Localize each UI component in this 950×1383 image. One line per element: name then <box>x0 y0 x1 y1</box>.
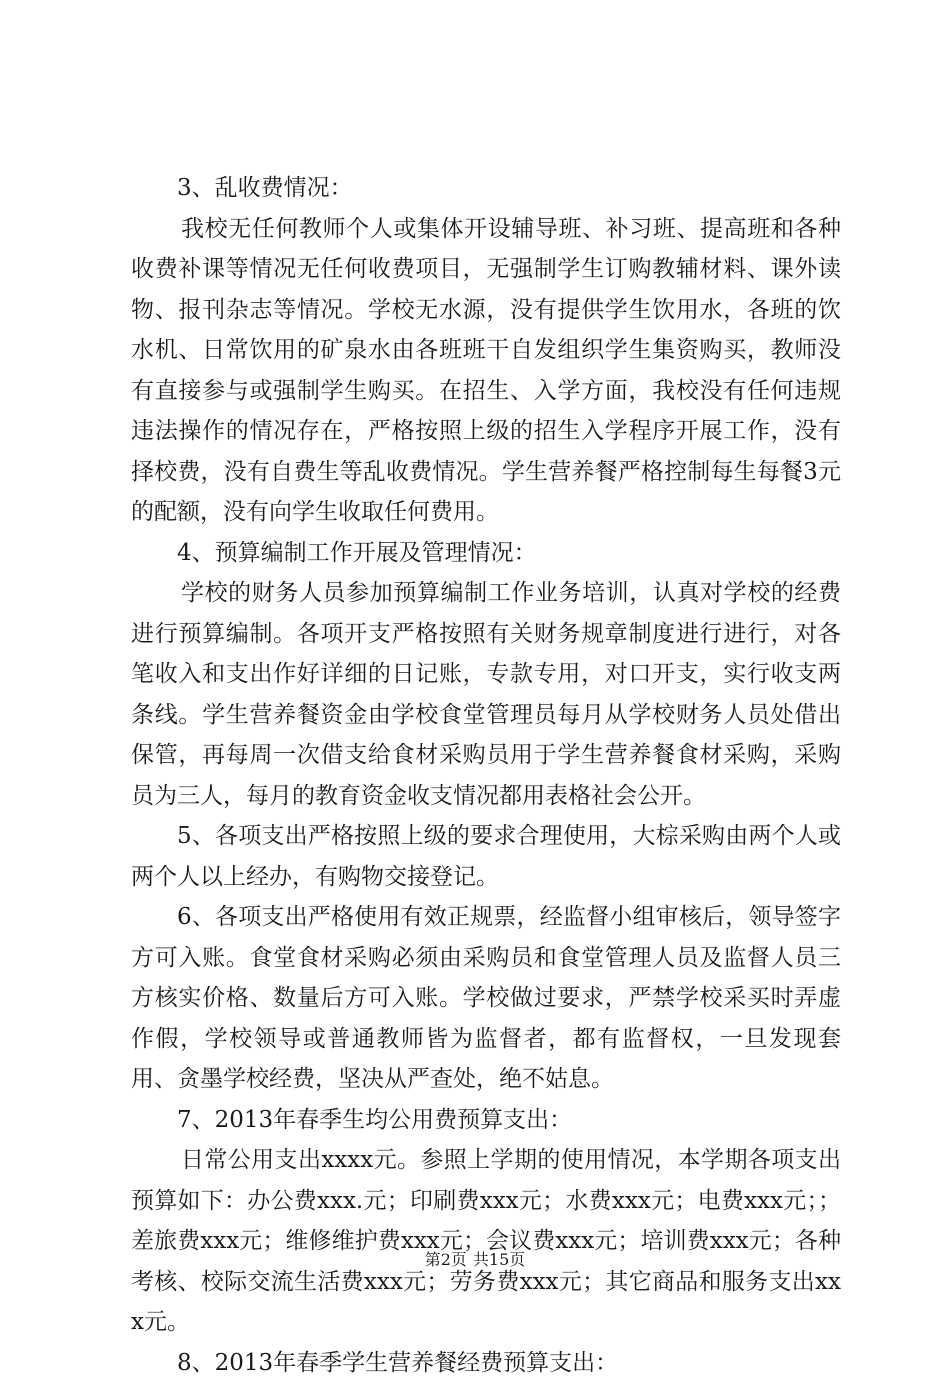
section-item-6: 6、各项支出严格使用有效正规票，经监督小组审核后，领导签字方可入账。食堂食材采购必须由采购员和食堂管理人员及监督人员三方核实价格、数量后方可入账。学校做过要求，严禁学校采买时弄虚作假，学校领导或普通教师皆为监督者，都有监督权，一旦发现套用、贪墨学校经费，坚决从严查处，绝不姑息。 <box>131 897 841 1100</box>
section-heading-3: 3、乱收费情况： <box>131 168 841 209</box>
paragraph-fees: 我校无任何教师个人或集体开设辅导班、补习班、提高班和各种收费补课等情况无任何收费项目，无强制学生订购教辅材料、课外读物、报刊杂志等情况。学校无水源，没有提供学生饮用水，各班的饮水机、日常饮用的矿泉水由各班班干自发组织学生集资购买，教师没有直接参与或强制学生购买。在招生、入学方面，我校没有任何违规违法操作的情况存在，严格按照上级的招生入学程序开展工作，没有择校费，没有自费生等乱收费情况。学生营养餐严格控制每生每餐3元的配额，没有向学生收取任何费用。 <box>131 209 841 533</box>
paragraph-public-expenses: 日常公用支出xxxx元。参照上学期的使用情况，本学期各项支出预算如下：办公费xxx.元；印刷费xxx元；水费xxx元；电费xxx元；；差旅费xxx元；维修维护费xxx元；会议费xxx元；培训费xxx元；各种考核、校际交流生活费xxx元；劳务费xxx元；其它商品和服务支出xxx元。 <box>131 1140 841 1343</box>
page-number: 第2页 <box>425 1250 467 1269</box>
section-item-5: 5、各项支出严格按照上级的要求合理使用，大棕采购由两个人或两个人以上经办，有购物交接登记。 <box>131 816 841 897</box>
paragraph-budget: 学校的财务人员参加预算编制工作业务培训，认真对学校的经费进行预算编制。各项开支严格按照有关财务规章制度进行进行，对各笔收入和支出作好详细的日记账，专款专用，对口开支，实行收支两条线。学生营养餐资金由学校食堂管理员每月从学校财务人员处借出保管，再每周一次借支给食材采购员用于学生营养餐食材采购，采购员为三人，每月的教育资金收支情况都用表格社会公开。 <box>131 573 841 816</box>
section-heading-7: 7、2013年春季生均公用费预算支出： <box>131 1100 841 1141</box>
page-footer <box>0 1247 950 1270</box>
document-body <box>131 168 841 1383</box>
page-total: 共15页 <box>473 1250 525 1269</box>
section-heading-8: 8、2013年春季学生营养餐经费预算支出： <box>131 1343 841 1383</box>
section-heading-4: 4、预算编制工作开展及管理情况： <box>131 533 841 574</box>
